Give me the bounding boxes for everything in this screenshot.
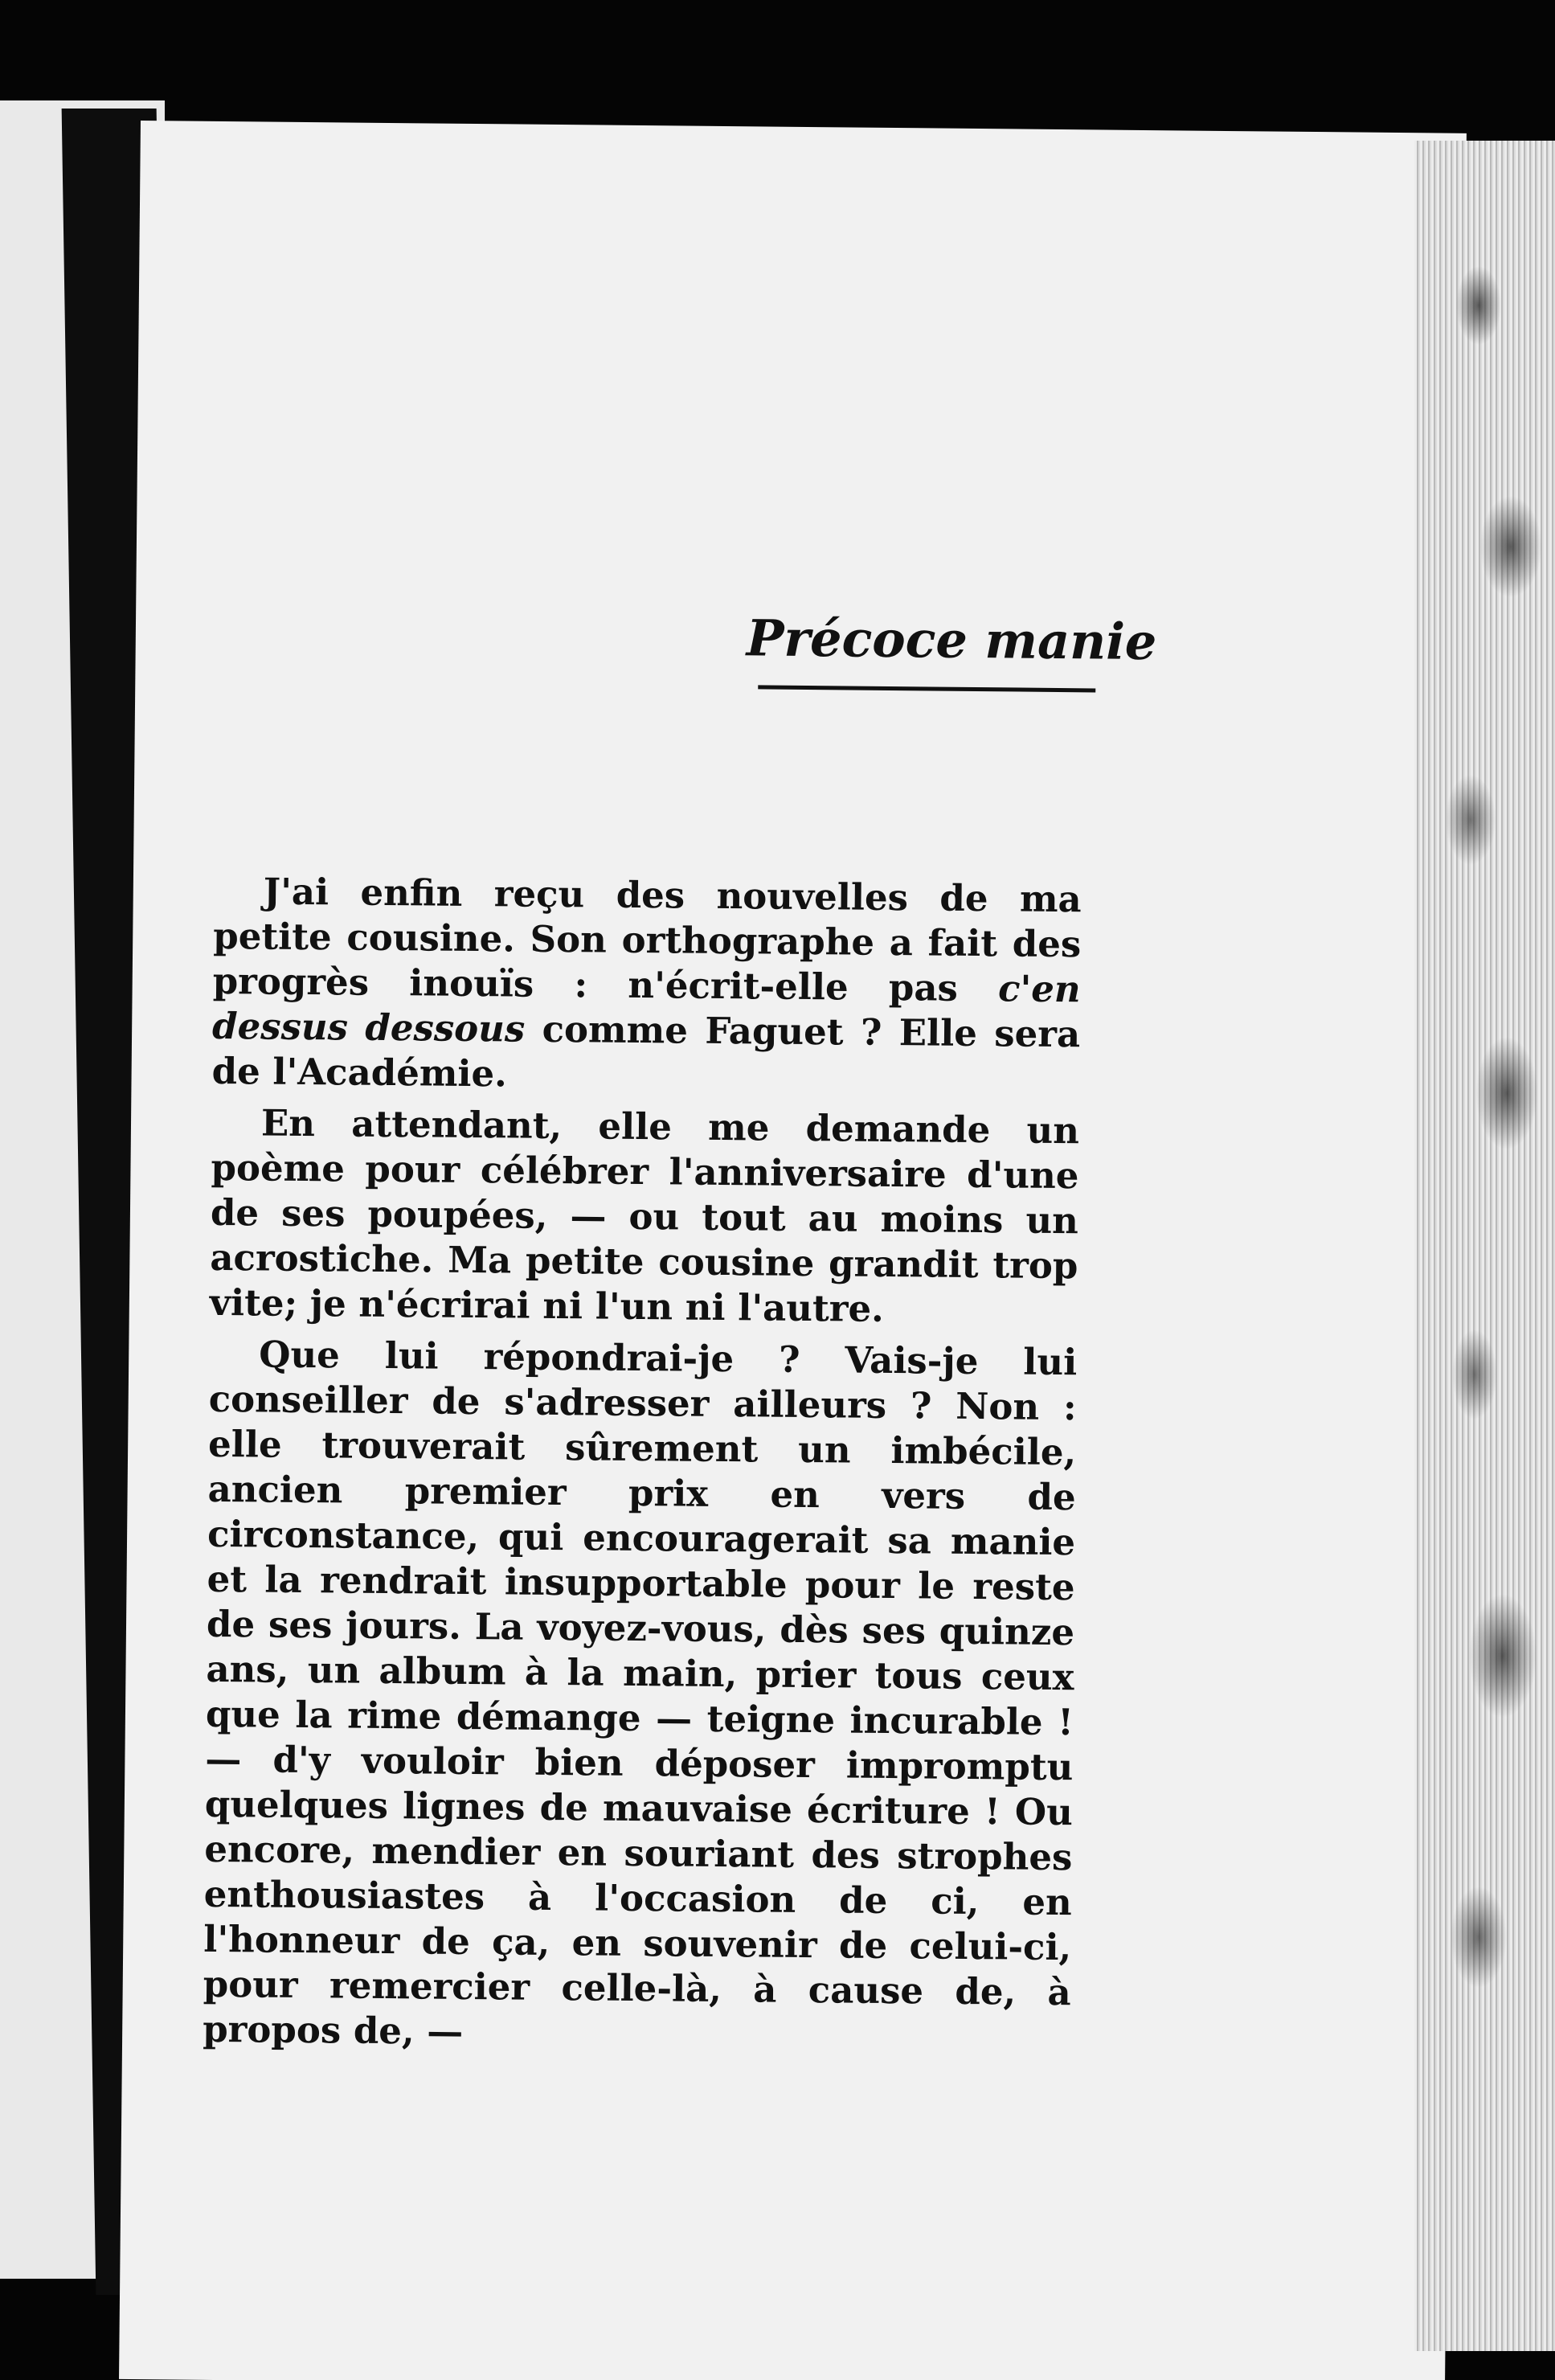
book-page: [119, 121, 1467, 2380]
chapter-title: Précoce manie: [746, 608, 1157, 672]
paragraph-1-emphasis: c'en dessus dessous: [211, 967, 1081, 1051]
paragraph-1: [211, 869, 1082, 1102]
title-underline: [758, 685, 1095, 692]
paragraph-2: [210, 1100, 1080, 1333]
paragraph-2-text: En attendant, elle me demande un poème pour célébrer l'anniversaire d'une de ses poupées, — ou tout au moins un acrostiche. Ma petite cousine grandit trop vite; je n'écrirai ni l'un ni l'autre.: [209, 1101, 1080, 1330]
body-text: [203, 869, 1082, 2060]
page-edge-stains: [1447, 209, 1543, 2218]
paragraph-3: [203, 1332, 1078, 2060]
paragraph-1-text-end: comme Faguet ? Elle sera de l'Académie.: [211, 1007, 1081, 1096]
paragraph-1-text: J'ai enfin reçu des nouvelles de ma petite cousine. Son orthographe a fait des progrès inouïs : n'écrit-elle pas: [212, 870, 1082, 1010]
paragraph-3-text: Que lui répondrai-je ? Vais-je lui conseiller de s'adresser ailleurs ? Non : elle trouverait sûrement un imbécile, ancien premier prix en vers de circonstance, qui encouragerait sa manie et la rendrait insupportable pour le reste de ses jours. La voyez-vous, dès ses quinze ans, un album à la main, prier tous ceux que la rime démange — teigne incurable ! — d'y vouloir bien déposer impromptu quelques lignes de mauvaise écriture ! Ou encore, mendier en souriant des strophes enthousiastes à l'occasion de ci, en l'honneur de ça, en souvenir de celui-ci, pour remercier celle-là, à cause de, à propos de, —: [202, 1333, 1078, 2053]
